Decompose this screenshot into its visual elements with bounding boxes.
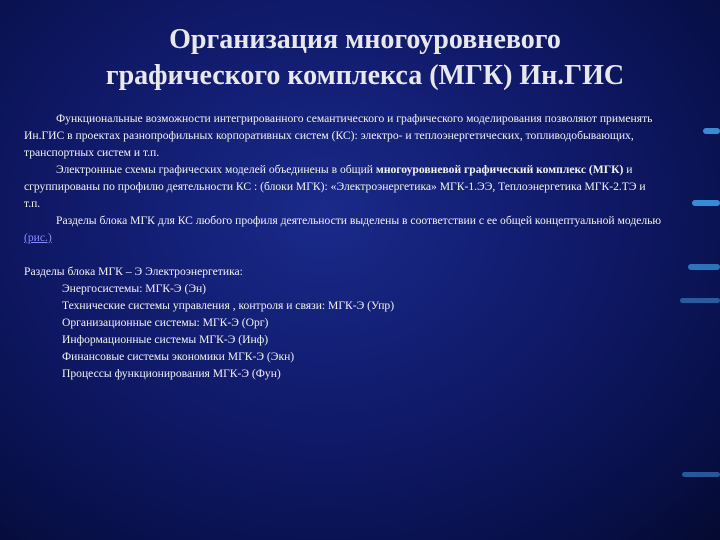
list-item: Энергосистемы: МГК-Э (Эн) [62,282,207,295]
decor-dash [682,472,720,477]
slide-title [40,22,690,94]
paragraph-sections-text: Разделы блока МГК для КС любого профиля деятельности выделены в соответствии с ее общей концептуальной моделью [56,214,662,227]
decor-dash [703,128,720,134]
paragraph-mgk [24,161,664,212]
list-item: Организационные системы: МГК-Э (Орг) [62,316,269,329]
sections-list [24,280,664,382]
paragraph-capabilities: Функциональные возможности интегрированного семантического и графического моделирования позволяют применять Ин.ГИС в проектах разнопрофильных корпоративных систем (КС): электро- и теплоэнергетических, топливодобывающих, транспортных систем и т.п. [24,112,653,159]
paragraph-mgk-prefix: Электронные схемы графических моделей объединены в общий [56,163,376,176]
list-item: Финансовые системы экономики МГК-Э (Экн) [62,350,295,363]
list-item: Информационные системы МГК-Э (Инф) [62,333,269,346]
decor-dash [688,264,720,270]
paragraph-mgk-suffix: и сгруппированы по профилю деятельности КС : (блоки МГК): «Электроэнергетика» МГК-1.ЭЭ, Теплоэнергетика МГК-2.ТЭ и т.п. [24,163,646,210]
list-item: Процессы функционирования МГК-Э (Фун) [62,367,281,380]
title-line-1: Организация многоуровневого [169,24,561,55]
sections-heading: Разделы блока МГК – Э Электроэнергетика: [24,265,243,278]
decor-dash [692,200,720,206]
slide-body [24,110,664,382]
paragraph-mgk-bold: многоуровневой графический комплекс (МГК) [375,163,624,176]
figure-link[interactable]: (рис.) [24,231,52,244]
list-item: Технические системы управления , контроля и связи: МГК-Э (Упр) [62,299,395,312]
sections-block [24,263,664,382]
title-line-2: графического комплекса (МГК) Ин.ГИС [105,60,625,91]
paragraph-sections [24,212,664,246]
decor-dash [680,298,720,303]
